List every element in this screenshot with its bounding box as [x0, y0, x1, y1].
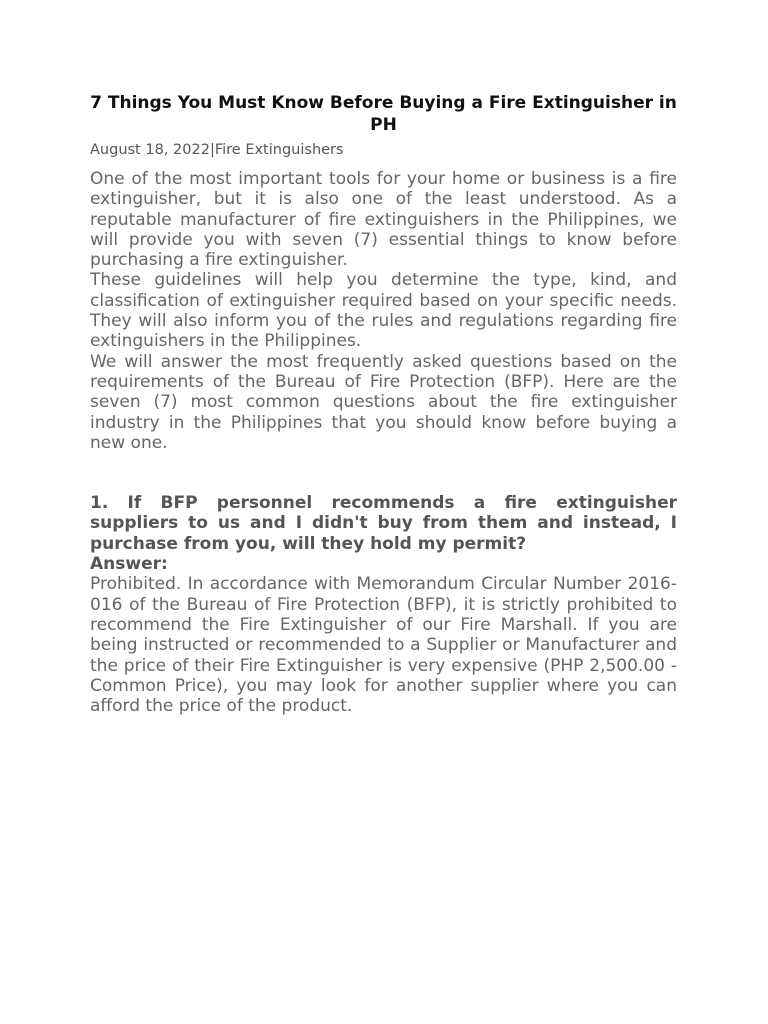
intro-paragraph-1: One of the most important tools for your home or business is a fire extinguisher, but it is also one of the least understood. As a reputable manufacturer of fire extinguishers in the Philippines, we will provide you with seven (7) essential things to know before purchasing a fire extinguisher. [90, 169, 677, 271]
answer-1: Prohibited. In accordance with Memorandum Circular Number 2016-016 of the Bureau of Fire Protection (BFP), it is strictly prohibited to recommend the Fire Extinguisher of our Fire Marshall. If you are being instructed or recommended to a Supplier or Manufacturer and the price of their Fire Extinguisher is very expensive (PHP 2,500.00 - Common Price), you may look for another supplier where you can afford the price of the product. [90, 574, 677, 717]
article-date: August 18, 2022 [90, 142, 210, 158]
meta-separator: | [209, 142, 215, 158]
intro-paragraph-2: These guidelines will help you determine the type, kind, and classification of extinguisher required based on your specific needs. They will also inform you of the rules and regulations regarding fire extinguishers in the Philippines. [90, 270, 677, 352]
intro-paragraph-3: We will answer the most frequently asked questions based on the requirements of the Bureau of Fire Protection (BFP). Here are the seven (7) most common questions about the fire extinguisher industry in the Philippines that you should know before buying a new one. [90, 351, 677, 453]
article-title: 7 Things You Must Know Before Buying a Fire Extinguisher in PH [90, 93, 677, 135]
article-body [90, 169, 677, 716]
question-1: 1. If BFP personnel recommends a fire extinguisher suppliers to us and I didn't buy from them and instead, I purchase from you, will they hold my permit? [90, 493, 677, 554]
answer-label: Answer: [90, 554, 168, 575]
section-spacer [90, 453, 677, 493]
article-category: Fire Extinguishers [214, 142, 344, 158]
article-meta [90, 140, 677, 160]
document-page [90, 92, 677, 716]
